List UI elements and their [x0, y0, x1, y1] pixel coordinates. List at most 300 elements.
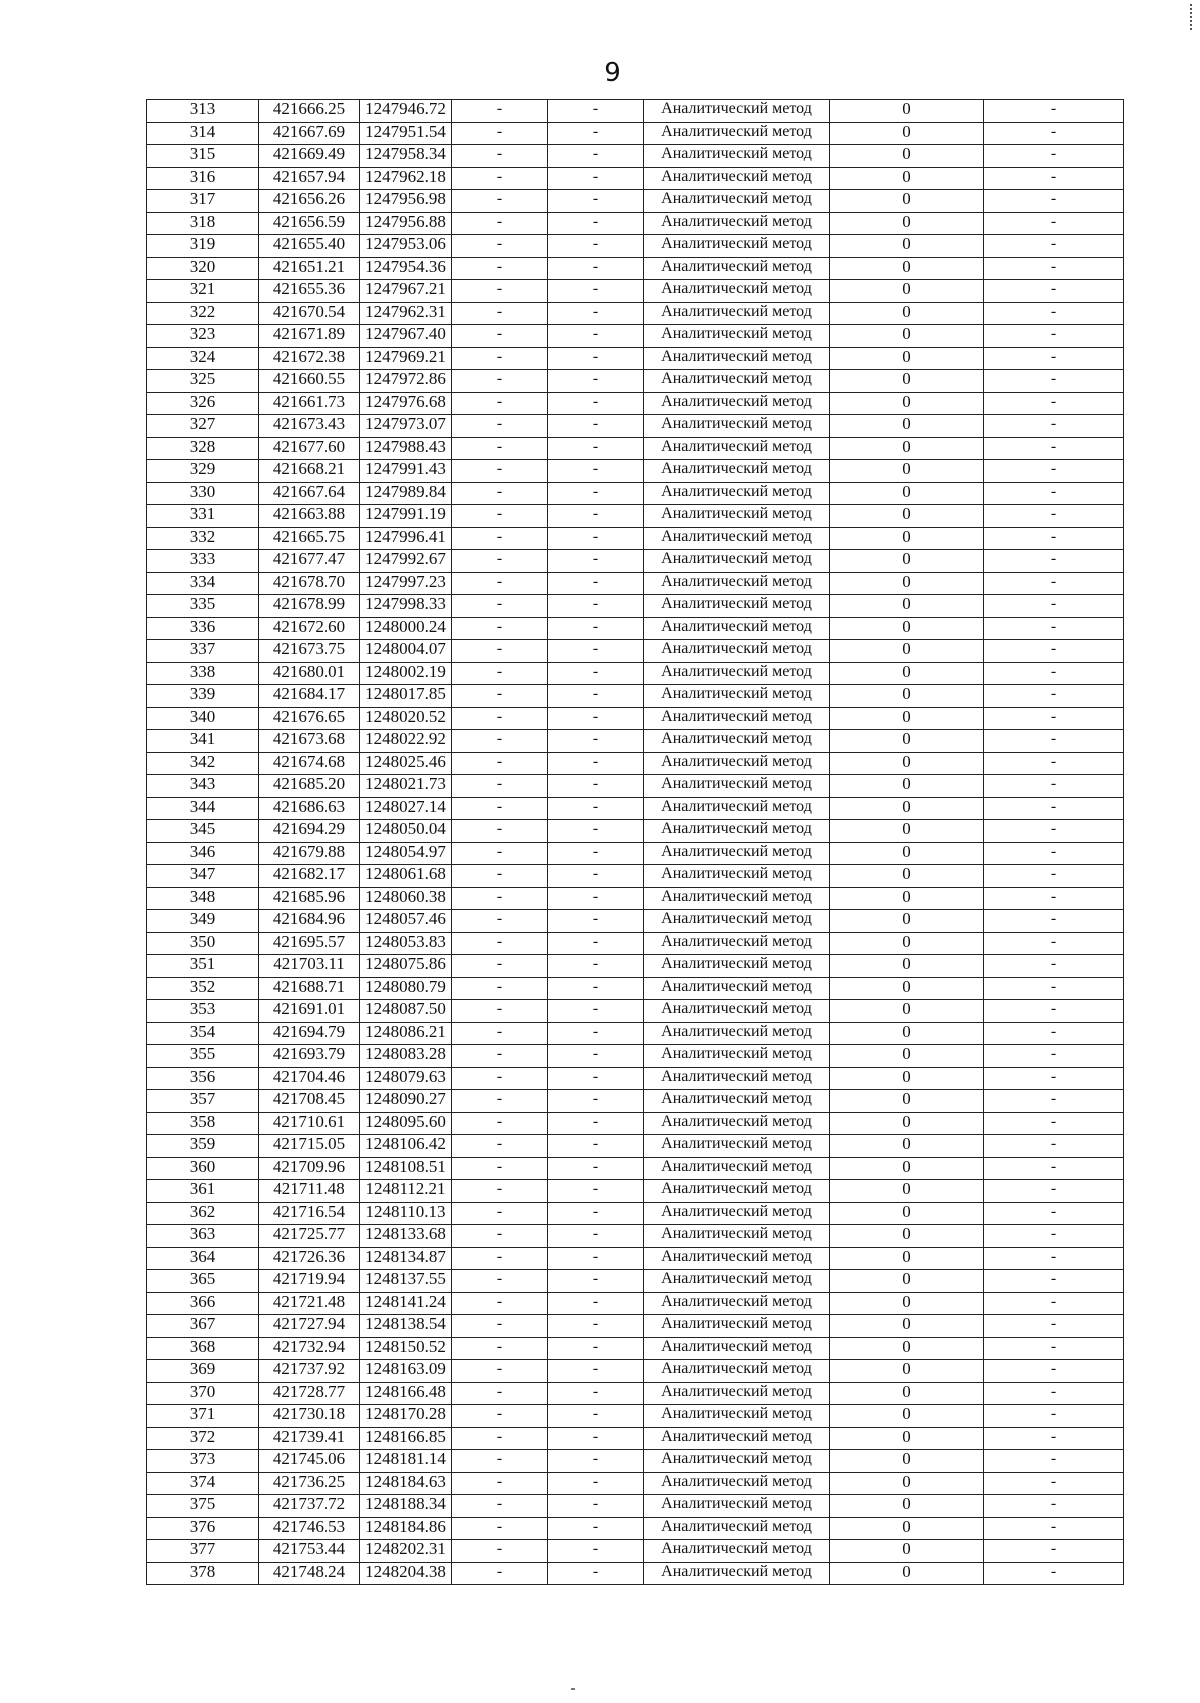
cell-value-a: - — [452, 1405, 548, 1428]
cell-error-value: 0 — [830, 482, 984, 505]
cell-note: - — [984, 190, 1124, 213]
cell-value-a: - — [452, 325, 548, 348]
cell-value-a: - — [452, 1045, 548, 1068]
cell-coordinate-x: 421679.88 — [259, 842, 360, 865]
cell-error-value: 0 — [830, 550, 984, 573]
cell-point-number: 352 — [147, 977, 259, 1000]
cell-note: - — [984, 100, 1124, 123]
cell-determination-method: Аналитический метод — [644, 730, 830, 753]
cell-coordinate-x: 421728.77 — [259, 1382, 360, 1405]
cell-coordinate-y: 1248163.09 — [360, 1360, 452, 1383]
cell-note: - — [984, 415, 1124, 438]
cell-value-b: - — [548, 1472, 644, 1495]
cell-value-b: - — [548, 122, 644, 145]
cell-coordinate-y: 1248022.92 — [360, 730, 452, 753]
cell-determination-method: Аналитический метод — [644, 550, 830, 573]
cell-point-number: 341 — [147, 730, 259, 753]
cell-coordinate-x: 421656.26 — [259, 190, 360, 213]
cell-determination-method: Аналитический метод — [644, 1450, 830, 1473]
cell-point-number: 316 — [147, 167, 259, 190]
cell-error-value: 0 — [830, 1427, 984, 1450]
cell-coordinate-x: 421677.47 — [259, 550, 360, 573]
table-row — [147, 1045, 1124, 1068]
cell-coordinate-x: 421668.21 — [259, 460, 360, 483]
cell-value-a: - — [452, 1337, 548, 1360]
cell-error-value: 0 — [830, 235, 984, 258]
cell-error-value: 0 — [830, 707, 984, 730]
cell-error-value: 0 — [830, 1472, 984, 1495]
cell-note: - — [984, 280, 1124, 303]
cell-value-b: - — [548, 707, 644, 730]
cell-note: - — [984, 527, 1124, 550]
cell-note: - — [984, 1022, 1124, 1045]
cell-coordinate-y: 1248025.46 — [360, 752, 452, 775]
cell-point-number: 340 — [147, 707, 259, 730]
cell-error-value: 0 — [830, 212, 984, 235]
cell-coordinate-y: 1247956.98 — [360, 190, 452, 213]
cell-coordinate-y: 1248133.68 — [360, 1225, 452, 1248]
cell-value-a: - — [452, 415, 548, 438]
cell-value-a: - — [452, 1225, 548, 1248]
table-row — [147, 257, 1124, 280]
cell-coordinate-y: 1248053.83 — [360, 932, 452, 955]
cell-point-number: 370 — [147, 1382, 259, 1405]
cell-coordinate-x: 421670.54 — [259, 302, 360, 325]
cell-note: - — [984, 1202, 1124, 1225]
cell-value-a: - — [452, 1180, 548, 1203]
table-row — [147, 910, 1124, 933]
cell-point-number: 335 — [147, 595, 259, 618]
cell-coordinate-x: 421682.17 — [259, 865, 360, 888]
cell-determination-method: Аналитический метод — [644, 1022, 830, 1045]
cell-coordinate-x: 421676.65 — [259, 707, 360, 730]
cell-value-b: - — [548, 505, 644, 528]
cell-point-number: 332 — [147, 527, 259, 550]
cell-error-value: 0 — [830, 100, 984, 123]
cell-point-number: 372 — [147, 1427, 259, 1450]
cell-determination-method: Аналитический метод — [644, 887, 830, 910]
cell-error-value: 0 — [830, 887, 984, 910]
cell-point-number: 371 — [147, 1405, 259, 1428]
cell-value-b: - — [548, 437, 644, 460]
cell-determination-method: Аналитический метод — [644, 1405, 830, 1428]
cell-determination-method: Аналитический метод — [644, 1472, 830, 1495]
cell-value-b: - — [548, 392, 644, 415]
cell-error-value: 0 — [830, 1112, 984, 1135]
cell-determination-method: Аналитический метод — [644, 437, 830, 460]
cell-determination-method: Аналитический метод — [644, 1427, 830, 1450]
cell-note: - — [984, 1337, 1124, 1360]
cell-value-b: - — [548, 1045, 644, 1068]
cell-value-b: - — [548, 1337, 644, 1360]
table-row — [147, 1450, 1124, 1473]
cell-note: - — [984, 1495, 1124, 1518]
cell-error-value: 0 — [830, 752, 984, 775]
cell-determination-method: Аналитический метод — [644, 1112, 830, 1135]
cell-note: - — [984, 617, 1124, 640]
cell-point-number: 342 — [147, 752, 259, 775]
table-row — [147, 1405, 1124, 1428]
cell-value-a: - — [452, 505, 548, 528]
cell-note: - — [984, 1270, 1124, 1293]
cell-value-a: - — [452, 392, 548, 415]
cell-point-number: 314 — [147, 122, 259, 145]
cell-point-number: 363 — [147, 1225, 259, 1248]
cell-error-value: 0 — [830, 1495, 984, 1518]
table-row — [147, 167, 1124, 190]
cell-coordinate-x: 421657.94 — [259, 167, 360, 190]
cell-error-value: 0 — [830, 1292, 984, 1315]
cell-coordinate-x: 421655.36 — [259, 280, 360, 303]
cell-point-number: 351 — [147, 955, 259, 978]
cell-point-number: 326 — [147, 392, 259, 415]
cell-error-value: 0 — [830, 1225, 984, 1248]
cell-value-b: - — [548, 865, 644, 888]
cell-coordinate-x: 421688.71 — [259, 977, 360, 1000]
table-row — [147, 1562, 1124, 1585]
cell-value-b: - — [548, 1067, 644, 1090]
table-row — [147, 887, 1124, 910]
cell-coordinate-y: 1248188.34 — [360, 1495, 452, 1518]
cell-coordinate-x: 421672.60 — [259, 617, 360, 640]
cell-value-b: - — [548, 145, 644, 168]
cell-note: - — [984, 325, 1124, 348]
cell-coordinate-x: 421691.01 — [259, 1000, 360, 1023]
cell-coordinate-y: 1248027.14 — [360, 797, 452, 820]
cell-note: - — [984, 212, 1124, 235]
cell-error-value: 0 — [830, 955, 984, 978]
table-row — [147, 1225, 1124, 1248]
cell-coordinate-y: 1248150.52 — [360, 1337, 452, 1360]
cell-value-a: - — [452, 1292, 548, 1315]
cell-value-a: - — [452, 1270, 548, 1293]
cell-value-a: - — [452, 1427, 548, 1450]
cell-determination-method: Аналитический метод — [644, 482, 830, 505]
cell-error-value: 0 — [830, 145, 984, 168]
cell-value-a: - — [452, 280, 548, 303]
cell-value-b: - — [548, 1090, 644, 1113]
cell-coordinate-y: 1248170.28 — [360, 1405, 452, 1428]
cell-coordinate-y: 1248166.85 — [360, 1427, 452, 1450]
cell-determination-method: Аналитический метод — [644, 1495, 830, 1518]
table-row — [147, 685, 1124, 708]
cell-value-a: - — [452, 122, 548, 145]
cell-error-value: 0 — [830, 730, 984, 753]
table-row — [147, 302, 1124, 325]
table-row — [147, 662, 1124, 685]
cell-coordinate-x: 421732.94 — [259, 1337, 360, 1360]
cell-error-value: 0 — [830, 460, 984, 483]
cell-point-number: 346 — [147, 842, 259, 865]
cell-coordinate-x: 421710.61 — [259, 1112, 360, 1135]
cell-coordinate-y: 1248184.86 — [360, 1517, 452, 1540]
cell-value-b: - — [548, 662, 644, 685]
cell-note: - — [984, 1292, 1124, 1315]
table-row — [147, 280, 1124, 303]
cell-coordinate-y: 1247969.21 — [360, 347, 452, 370]
cell-value-a: - — [452, 347, 548, 370]
cell-point-number: 367 — [147, 1315, 259, 1338]
cell-note: - — [984, 1067, 1124, 1090]
cell-error-value: 0 — [830, 370, 984, 393]
cell-coordinate-y: 1247998.33 — [360, 595, 452, 618]
cell-coordinate-y: 1247996.41 — [360, 527, 452, 550]
cell-error-value: 0 — [830, 1157, 984, 1180]
cell-coordinate-y: 1247972.86 — [360, 370, 452, 393]
cell-point-number: 327 — [147, 415, 259, 438]
cell-coordinate-y: 1248083.28 — [360, 1045, 452, 1068]
cell-coordinate-y: 1248086.21 — [360, 1022, 452, 1045]
cell-determination-method: Аналитический метод — [644, 527, 830, 550]
cell-value-a: - — [452, 235, 548, 258]
cell-note: - — [984, 1247, 1124, 1270]
cell-value-b: - — [548, 1360, 644, 1383]
cell-value-b: - — [548, 1382, 644, 1405]
cell-value-b: - — [548, 617, 644, 640]
cell-value-b: - — [548, 415, 644, 438]
cell-determination-method: Аналитический метод — [644, 392, 830, 415]
cell-value-a: - — [452, 1472, 548, 1495]
cell-error-value: 0 — [830, 1315, 984, 1338]
cell-point-number: 320 — [147, 257, 259, 280]
cell-point-number: 328 — [147, 437, 259, 460]
table-row — [147, 460, 1124, 483]
cell-value-a: - — [452, 730, 548, 753]
cell-note: - — [984, 1000, 1124, 1023]
cell-coordinate-y: 1248050.04 — [360, 820, 452, 843]
cell-coordinate-x: 421667.64 — [259, 482, 360, 505]
cell-value-b: - — [548, 640, 644, 663]
cell-point-number: 348 — [147, 887, 259, 910]
cell-determination-method: Аналитический метод — [644, 505, 830, 528]
cell-note: - — [984, 1315, 1124, 1338]
cell-value-a: - — [452, 370, 548, 393]
cell-point-number: 362 — [147, 1202, 259, 1225]
cell-coordinate-x: 421663.88 — [259, 505, 360, 528]
cell-error-value: 0 — [830, 572, 984, 595]
cell-value-b: - — [548, 1135, 644, 1158]
cell-point-number: 331 — [147, 505, 259, 528]
cell-value-a: - — [452, 910, 548, 933]
cell-coordinate-y: 1248184.63 — [360, 1472, 452, 1495]
cell-point-number: 350 — [147, 932, 259, 955]
cell-note: - — [984, 167, 1124, 190]
cell-value-a: - — [452, 190, 548, 213]
cell-value-b: - — [548, 1315, 644, 1338]
cell-value-b: - — [548, 1202, 644, 1225]
table-row — [147, 820, 1124, 843]
cell-value-b: - — [548, 235, 644, 258]
cell-determination-method: Аналитический метод — [644, 1135, 830, 1158]
cell-value-a: - — [452, 100, 548, 123]
cell-coordinate-y: 1248020.52 — [360, 707, 452, 730]
cell-value-b: - — [548, 1405, 644, 1428]
cell-value-a: - — [452, 775, 548, 798]
cell-value-b: - — [548, 932, 644, 955]
cell-note: - — [984, 707, 1124, 730]
cell-value-b: - — [548, 977, 644, 1000]
cell-coordinate-y: 1248090.27 — [360, 1090, 452, 1113]
table-row — [147, 392, 1124, 415]
cell-determination-method: Аналитический метод — [644, 685, 830, 708]
cell-coordinate-y: 1248095.60 — [360, 1112, 452, 1135]
cell-note: - — [984, 1360, 1124, 1383]
cell-value-b: - — [548, 325, 644, 348]
cell-error-value: 0 — [830, 257, 984, 280]
cell-coordinate-x: 421737.72 — [259, 1495, 360, 1518]
cell-coordinate-y: 1248138.54 — [360, 1315, 452, 1338]
cell-determination-method: Аналитический метод — [644, 932, 830, 955]
cell-coordinate-y: 1247956.88 — [360, 212, 452, 235]
cell-value-b: - — [548, 257, 644, 280]
cell-value-a: - — [452, 527, 548, 550]
cell-value-b: - — [548, 595, 644, 618]
cell-error-value: 0 — [830, 1045, 984, 1068]
cell-value-b: - — [548, 820, 644, 843]
cell-point-number: 361 — [147, 1180, 259, 1203]
cell-point-number: 345 — [147, 820, 259, 843]
cell-coordinate-x: 421678.70 — [259, 572, 360, 595]
cell-determination-method: Аналитический метод — [644, 1225, 830, 1248]
table-row — [147, 865, 1124, 888]
cell-error-value: 0 — [830, 662, 984, 685]
cell-note: - — [984, 865, 1124, 888]
cell-coordinate-x: 421721.48 — [259, 1292, 360, 1315]
cell-note: - — [984, 370, 1124, 393]
cell-coordinate-y: 1247997.23 — [360, 572, 452, 595]
cell-determination-method: Аналитический метод — [644, 842, 830, 865]
cell-note: - — [984, 437, 1124, 460]
cell-point-number: 369 — [147, 1360, 259, 1383]
cell-error-value: 0 — [830, 1000, 984, 1023]
cell-point-number: 360 — [147, 1157, 259, 1180]
cell-note: - — [984, 775, 1124, 798]
table-row — [147, 505, 1124, 528]
cell-error-value: 0 — [830, 1202, 984, 1225]
cell-value-a: - — [452, 1090, 548, 1113]
cell-determination-method: Аналитический метод — [644, 1180, 830, 1203]
cell-value-b: - — [548, 1270, 644, 1293]
cell-error-value: 0 — [830, 1067, 984, 1090]
table-row — [147, 752, 1124, 775]
cell-coordinate-x: 421694.29 — [259, 820, 360, 843]
cell-coordinate-y: 1247962.18 — [360, 167, 452, 190]
cell-value-a: - — [452, 932, 548, 955]
cell-note: - — [984, 955, 1124, 978]
cell-error-value: 0 — [830, 910, 984, 933]
cell-point-number: 358 — [147, 1112, 259, 1135]
cell-point-number: 336 — [147, 617, 259, 640]
cell-determination-method: Аналитический метод — [644, 190, 830, 213]
cell-value-a: - — [452, 1540, 548, 1563]
cell-determination-method: Аналитический метод — [644, 1562, 830, 1585]
cell-coordinate-x: 421693.79 — [259, 1045, 360, 1068]
cell-coordinate-x: 421704.46 — [259, 1067, 360, 1090]
cell-determination-method: Аналитический метод — [644, 752, 830, 775]
cell-value-b: - — [548, 1540, 644, 1563]
cell-value-a: - — [452, 302, 548, 325]
cell-note: - — [984, 1090, 1124, 1113]
cell-point-number: 368 — [147, 1337, 259, 1360]
cell-value-b: - — [548, 280, 644, 303]
cell-determination-method: Аналитический метод — [644, 617, 830, 640]
cell-determination-method: Аналитический метод — [644, 910, 830, 933]
cell-value-a: - — [452, 550, 548, 573]
cell-note: - — [984, 730, 1124, 753]
cell-point-number: 325 — [147, 370, 259, 393]
cell-point-number: 366 — [147, 1292, 259, 1315]
cell-coordinate-x: 421730.18 — [259, 1405, 360, 1428]
cell-determination-method: Аналитический метод — [644, 977, 830, 1000]
table-row — [147, 550, 1124, 573]
cell-determination-method: Аналитический метод — [644, 347, 830, 370]
cell-value-a: - — [452, 1517, 548, 1540]
cell-error-value: 0 — [830, 1022, 984, 1045]
cell-value-a: - — [452, 752, 548, 775]
cell-coordinate-x: 421651.21 — [259, 257, 360, 280]
table-row — [147, 1135, 1124, 1158]
page-number: 9 — [604, 58, 621, 88]
cell-error-value: 0 — [830, 797, 984, 820]
cell-coordinate-y: 1247962.31 — [360, 302, 452, 325]
cell-value-b: - — [548, 1180, 644, 1203]
cell-determination-method: Аналитический метод — [644, 865, 830, 888]
cell-determination-method: Аналитический метод — [644, 1360, 830, 1383]
cell-value-b: - — [548, 842, 644, 865]
cell-determination-method: Аналитический метод — [644, 460, 830, 483]
cell-coordinate-y: 1247967.40 — [360, 325, 452, 348]
cell-value-a: - — [452, 1022, 548, 1045]
cell-note: - — [984, 572, 1124, 595]
cell-value-a: - — [452, 1382, 548, 1405]
table-row — [147, 347, 1124, 370]
cell-value-a: - — [452, 145, 548, 168]
cell-error-value: 0 — [830, 190, 984, 213]
cell-error-value: 0 — [830, 932, 984, 955]
cell-value-b: - — [548, 1427, 644, 1450]
cell-note: - — [984, 797, 1124, 820]
table-row — [147, 842, 1124, 865]
cell-note: - — [984, 1135, 1124, 1158]
cell-note: - — [984, 685, 1124, 708]
cell-coordinate-x: 421684.17 — [259, 685, 360, 708]
table-row — [147, 1112, 1124, 1135]
cell-coordinate-x: 421715.05 — [259, 1135, 360, 1158]
cell-note: - — [984, 910, 1124, 933]
cell-determination-method: Аналитический метод — [644, 325, 830, 348]
cell-value-a: - — [452, 1360, 548, 1383]
cell-point-number: 374 — [147, 1472, 259, 1495]
cell-error-value: 0 — [830, 302, 984, 325]
cell-value-a: - — [452, 1247, 548, 1270]
table-row — [147, 617, 1124, 640]
cell-determination-method: Аналитический метод — [644, 1382, 830, 1405]
cell-value-b: - — [548, 1247, 644, 1270]
cell-coordinate-y: 1248202.31 — [360, 1540, 452, 1563]
cell-note: - — [984, 392, 1124, 415]
cell-coordinate-y: 1248021.73 — [360, 775, 452, 798]
cell-value-b: - — [548, 887, 644, 910]
cell-value-a: - — [452, 865, 548, 888]
table-row — [147, 1292, 1124, 1315]
table-row — [147, 977, 1124, 1000]
cell-point-number: 318 — [147, 212, 259, 235]
cell-coordinate-y: 1248181.14 — [360, 1450, 452, 1473]
cell-error-value: 0 — [830, 1562, 984, 1585]
cell-value-b: - — [548, 1495, 644, 1518]
cell-value-b: - — [548, 1562, 644, 1585]
cell-coordinate-x: 421684.96 — [259, 910, 360, 933]
